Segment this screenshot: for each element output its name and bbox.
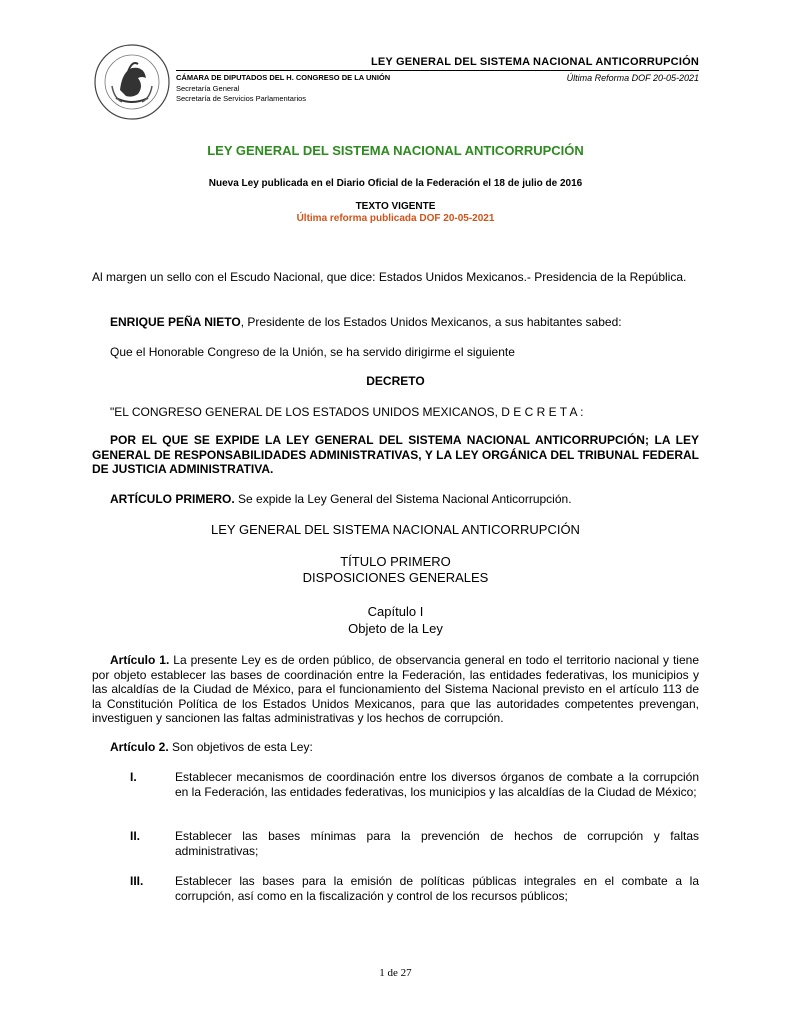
header-last-reform: Última Reforma DOF 20-05-2021	[566, 73, 699, 83]
header-secretaria-servicios: Secretaría de Servicios Parlamentarios	[176, 94, 307, 103]
titulo-name: DISPOSICIONES GENERALES	[302, 570, 489, 585]
expide-paragraph: POR EL QUE SE EXPIDE LA LEY GENERAL DEL SISTEMA NACIONAL ANTICORRUPCIÓN; LA LEY GENERAL DE RESPONSABILIDADES ADMINISTRATIVAS, Y LA LEY ORGÁNICA DEL TRIBUNAL FEDERAL DE JUSTICIA ADMINISTRATIVA.	[92, 433, 699, 476]
header-divider	[176, 70, 699, 71]
capitulo-label: Capítulo I	[367, 604, 424, 619]
articulo-2-paragraph	[92, 740, 699, 755]
header-law-title: LEY GENERAL DEL SISTEMA NACIONAL ANTICORRUPCIÓN	[370, 56, 699, 68]
document-title: LEY GENERAL DEL SISTEMA NACIONAL ANTICORRUPCIÓN	[207, 143, 584, 158]
articulo-primero-label: ARTÍCULO PRIMERO.	[110, 492, 235, 506]
item-number-iii: III.	[130, 874, 144, 888]
margin-seal-paragraph: Al margen un sello con el Escudo Nacional, que dice: Estados Unidos Mexicanos.- Presidencia de la República.	[92, 270, 687, 284]
articulo-1-label: Artículo 1.	[110, 653, 170, 667]
enrique-name: ENRIQUE PEÑA NIETO	[110, 315, 241, 329]
texto-vigente: TEXTO VIGENTE	[355, 201, 436, 212]
articulo-2-text: Son objetivos de esta Ley:	[168, 740, 313, 754]
publication-note: Nueva Ley publicada en el Diario Oficial de la Federación el 18 de julio de 2016	[208, 178, 583, 189]
congreso-paragraph: Que el Honorable Congreso de la Unión, se ha servido dirigirme el siguiente	[110, 345, 515, 359]
articulo-1-text: La presente Ley es de orden público, de observancia general en todo el territorio nacional y tiene por objeto establecer las bases de coordinación entre la Federación, las entidades federativas, los municipios y las alcaldías de la Ciudad de México, para el funcionamiento del Sistema Nacional previsto en el artículo 113 de la Constitución Política de los Estados Unidos Mexicanos, para que las autoridades competentes prevengan, investiguen y sancionen las faltas administrativas y los hechos de corrupción.	[92, 653, 699, 725]
item-text-iii: Establecer las bases para la emisión de políticas públicas integrales en el combate a la corrupción, así como en la fiscalización y control de los recursos públicos;	[175, 874, 699, 903]
capitulo-name: Objeto de la Ley	[348, 621, 443, 636]
item-text-ii: Establecer las bases mínimas para la prevención de hechos de corrupción y faltas administrativas;	[175, 829, 699, 858]
enrique-paragraph	[92, 315, 699, 330]
articulo-1-paragraph	[92, 653, 699, 726]
decreta-paragraph: "EL CONGRESO GENERAL DE LOS ESTADOS UNIDOS MEXICANOS, D E C R E T A :	[110, 405, 584, 419]
coat-of-arms-seal-icon	[92, 42, 172, 122]
articulo-primero-paragraph	[92, 492, 699, 507]
header-camara: CÁMARA DE DIPUTADOS DEL H. CONGRESO DE LA UNIÓN	[176, 73, 391, 82]
law-heading: LEY GENERAL DEL SISTEMA NACIONAL ANTICORRUPCIÓN	[211, 522, 580, 537]
decreto-heading: DECRETO	[366, 374, 425, 388]
last-reform-note: Última reforma publicada DOF 20-05-2021	[296, 213, 495, 224]
titulo-primero: TÍTULO PRIMERO	[340, 554, 451, 569]
item-number-i: I.	[130, 770, 137, 784]
enrique-text: , Presidente de los Estados Unidos Mexicanos, a sus habitantes sabed:	[240, 315, 622, 329]
item-text-i: Establecer mecanismos de coordinación entre los diversos órganos de combate a la corrupción en la Federación, las entidades federativas, los municipios y las alcaldías de la Ciudad de México;	[175, 770, 699, 799]
header-secretaria-general: Secretaría General	[176, 84, 240, 93]
articulo-2-label: Artículo 2.	[110, 740, 169, 754]
item-number-ii: II.	[130, 829, 141, 843]
articulo-primero-text: Se expide la Ley General del Sistema Nacional Anticorrupción.	[234, 492, 572, 506]
page-number: 1 de 27	[379, 967, 412, 979]
